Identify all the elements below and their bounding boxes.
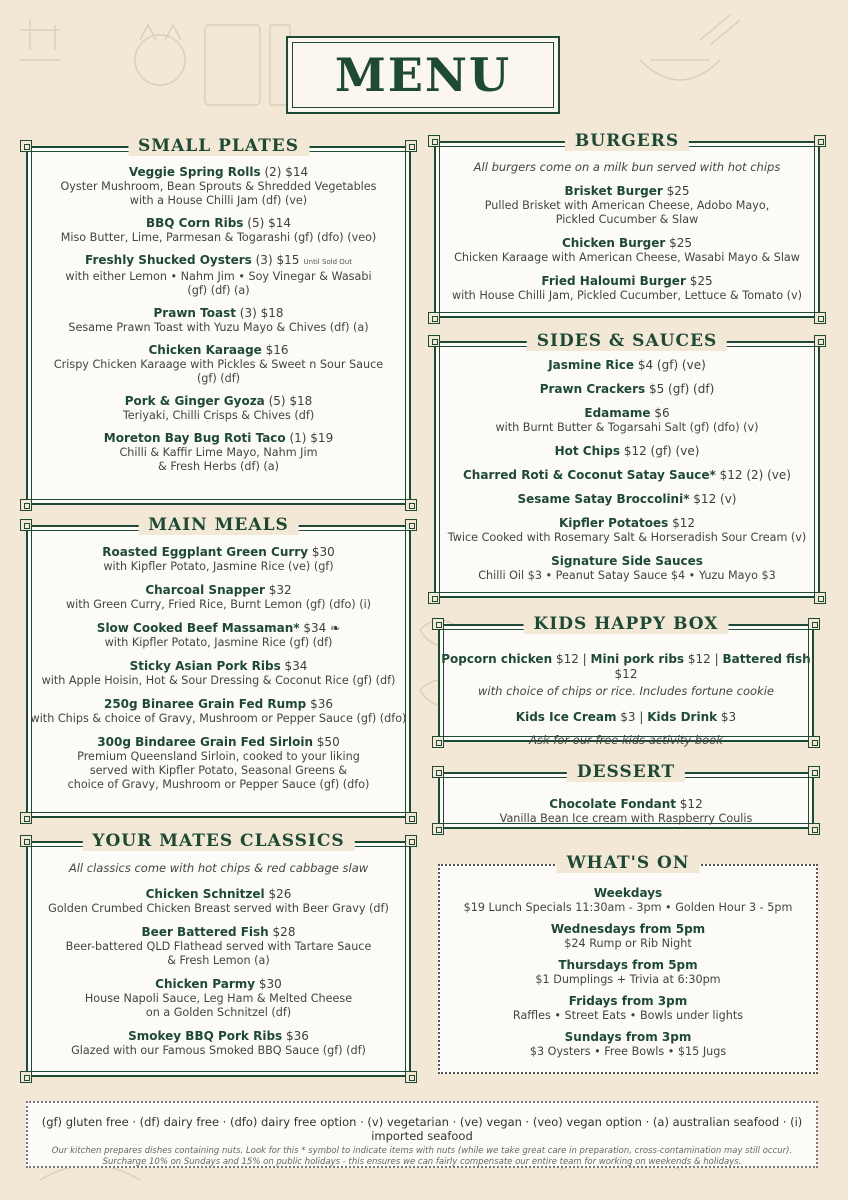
menu-item-price: $36 [306,697,333,711]
menu-item-name: Moreton Bay Bug Roti Taco (1) $19 [103,431,334,445]
menu-item-desc: House Napoli Sauce, Leg Ham & Melted Cheese [84,992,353,1005]
menu-item-name: Sticky Asian Pork Ribs $34 [129,659,308,673]
menu-item-price: $26 [264,887,292,901]
menu-item-name: Freshly Shucked Oysters (3) $15 Until Sold Out [85,253,352,267]
menu-item-name: Veggie Spring Rolls (2) $14 [128,165,309,179]
dietary-legend [26,1101,818,1168]
menu-item-name: Slow Cooked Beef Massaman* $34 ❧ [96,621,341,635]
menu-item-price: $28 [268,925,296,939]
menu-item [28,394,409,423]
menu-item-price: (5) $14 [243,216,291,230]
menu-item-price: $50 [312,735,340,749]
menu-item-name: Chicken Burger $25 [561,236,693,250]
menu-item-price: $4 (gf) (ve) [634,358,706,372]
kids-item-price: $3 | [616,710,648,724]
kids-item-name: Kids Ice Cream [515,710,617,724]
menu-item [28,735,409,792]
menu-item-desc: Chicken Karaage with American Cheese, Wasabi Mayo & Slaw [454,251,800,264]
menu-item-price: $5 (gf) (df) [645,382,715,396]
event-day: Thursdays from 5pm [558,958,698,972]
menu-item-desc: with Chips & choice of Gravy, Mushroom or Pepper Sauce (gf) (dfo) [30,712,407,725]
kids-item-price: $12 | [684,652,723,666]
menu-item-name: Pork & Ginger Gyoza (5) $18 [124,394,313,408]
kids-item-price: $3 [717,710,737,724]
event-desc: $24 Rump or Rib Night [564,937,692,950]
event-item [440,958,816,987]
menu-item [28,697,409,726]
event-item [440,994,816,1023]
menu-item-price: $36 [282,1029,309,1043]
menu-item [28,659,409,688]
small-plates-section [26,136,411,505]
kids-note-2: Ask for our free kids activity book [529,733,723,747]
menu-item-desc: Crispy Chicken Karaage with Pickles & Sweet n Sour Sauce [53,358,384,371]
dessert-item-desc: Vanilla Bean Ice cream with Raspberry Coulis [499,812,753,825]
menu-item-price: $25 [662,184,690,198]
menu-item-price: $12 (2) (ve) [715,468,791,482]
menu-item-desc: with Green Curry, Fried Rice, Burnt Lemon (gf) (dfo) (i) [65,598,372,611]
menu-item-desc: served with Kipfler Potato, Seasonal Greens & [89,764,348,777]
menu-item-desc: Beer-battered QLD Flathead served with Tartare Sauce [65,940,372,953]
menu-item [436,358,818,373]
menu-item [28,431,409,474]
menu-item-price: $34 ❧ [299,621,341,635]
menu-item-desc: with a House Chilli Jam (df) (ve) [129,194,308,207]
menu-item-desc: & Fresh Herbs (df) (a) [158,460,279,473]
event-day: Wednesdays from 5pm [550,922,706,936]
event-day: Sundays from 3pm [564,1030,692,1044]
menu-item [28,621,409,650]
menu-item-price: $6 [650,406,670,420]
menu-item [28,583,409,612]
mates-classics-note: All classics come with hot chips & red cabbage slaw [68,861,369,875]
menu-item-price: $12 (v) [689,492,737,506]
event-day: Weekdays [593,886,663,900]
menu-item-desc: with Apple Hoisin, Hot & Sour Dressing & Coconut Rice (gf) (df) [41,674,396,687]
menu-item-name: Charred Roti & Coconut Satay Sauce* $12 (2) (ve) [463,468,791,482]
menu-item-desc: (gf) (df) (a) [187,284,250,297]
menu-item [28,343,409,386]
kids-section [438,614,814,747]
menu-item-desc: Premium Queensland Sirloin, cooked to your liking [77,750,360,763]
menu-item-name: Brisket Burger $25 [564,184,690,198]
mates-classics-list [28,861,409,1067]
menu-item-name: Smokey BBQ Pork Ribs $36 [128,1029,309,1043]
menu-item [436,406,818,435]
kids-title: KIDS HAPPY BOX [524,614,729,634]
menu-title-box [286,36,560,114]
main-meals-section [26,515,411,818]
kids-item-name: Battered fish [722,652,811,666]
kids-item-price: $12 [614,667,638,681]
dessert-item-name: Chocolate Fondant $12 [549,797,703,811]
menu-item-name: Hot Chips $12 (gf) (ve) [554,444,700,458]
menu-item [436,554,818,583]
kids-item-name: Kids Drink [647,710,718,724]
menu-item-price: $30 [308,545,335,559]
menu-item-desc: Chilli & Kaffir Lime Mayo, Nahm Jim [119,446,318,459]
legend-key: (gf) gluten free · (df) dairy free · (dfo) dairy free option · (v) vegetarian · (ve) vegan · (veo) vegan option · (a) australian seafood · (i) imported seafood [41,1115,803,1143]
event-item [440,922,816,951]
menu-item-price: $30 [255,977,282,991]
event-day: Fridays from 3pm [568,994,688,1008]
menu-item-desc: Oyster Mushroom, Bean Sprouts & Shredded Vegetables [60,180,377,193]
menu-item [436,274,818,303]
whats-on-title: WHAT'S ON [557,853,700,873]
menu-item-name: Sesame Satay Broccolini* $12 (v) [517,492,737,506]
menu-item-name: Prawn Crackers $5 (gf) (df) [539,382,715,396]
menu-item [28,977,409,1020]
menu-item [28,216,409,245]
menu-item-name: Chicken Schnitzel $26 [145,887,292,901]
burgers-note: All burgers come on a milk bun served with hot chips [473,160,781,174]
menu-item-price: $25 [685,274,713,288]
menu-item-desc: Twice Cooked with Rosemary Salt & Horseradish Sour Cream (v) [447,531,807,544]
kids-line-2 [440,710,812,725]
menu-item [28,306,409,335]
menu-item-desc: Glazed with our Famous Smoked BBQ Sauce (gf) (df) [71,1044,366,1057]
menu-item-desc: with Kipfler Potato, Jasmine Rice (gf) (df) [104,636,333,649]
menu-item-price: (3) $15 [251,253,300,267]
kids-list [440,652,812,747]
main-meals-title: MAIN MEALS [138,515,299,535]
menu-item-name: Roasted Eggplant Green Curry $30 [102,545,335,559]
whats-on-list [440,886,816,1066]
burgers-title: BURGERS [565,131,689,151]
menu-item [28,545,409,574]
menu-title: MENU [334,48,512,102]
small-plates-title: SMALL PLATES [128,136,309,156]
kids-line-1 [440,652,812,682]
menu-item-desc: with either Lemon • Nahm Jim • Soy Vinegar & Wasabi [65,270,372,283]
sides-section [434,331,820,598]
menu-item-name: Fried Haloumi Burger $25 [541,274,713,288]
menu-item-desc: choice of Gravy, Mushroom or Pepper Sauce (gf) (dfo) [67,778,370,791]
menu-item-price: $16 [261,343,289,357]
dessert-section [438,762,814,829]
event-desc: Raffles • Street Eats • Bowls under lights [512,1009,744,1022]
menu-item-name: Signature Side Sauces [551,554,703,568]
event-desc: $19 Lunch Specials 11:30am - 3pm • Golden Hour 3 - 5pm [463,901,793,914]
menu-item [436,382,818,397]
menu-item-desc: with Burnt Butter & Togarsahi Salt (gf) (dfo) (v) [495,421,759,434]
menu-item [28,1029,409,1058]
menu-item-desc: on a Golden Schnitzel (df) [145,1006,292,1019]
kids-note-1: with choice of chips or rice. Includes fortune cookie [478,684,774,698]
menu-item-desc: with House Chilli Jam, Pickled Cucumber, Lettuce & Tomato (v) [452,289,802,302]
kids-item-name: Mini pork ribs [590,652,685,666]
menu-item-name: Prawn Toast (3) $18 [153,306,284,320]
menu-item-price: (3) $18 [235,306,284,320]
small-plates-list [28,165,409,482]
menu-item [436,516,818,545]
dessert-list [440,797,812,826]
menu-item-name: Edamame $6 [584,406,670,420]
menu-item-name: 250g Binaree Grain Fed Rump $36 [103,697,333,711]
legend-nuts-note: Our kitchen prepares dishes containing nuts. Look for this * symbol to indicate items with nuts (while we take great care in preparation, cross-contamination may still occur). [51,1146,793,1156]
menu-item-price: $25 [665,236,693,250]
menu-item-desc: Pulled Brisket with American Cheese, Adobo Mayo, [484,199,770,212]
menu-item [436,184,818,227]
menu-item [28,253,409,298]
kids-item-price: $12 | [552,652,591,666]
menu-item-desc: (gf) (df) [196,372,241,385]
menu-item-name: Jasmine Rice $4 (gf) (ve) [548,358,706,372]
event-item [440,886,816,915]
burgers-list [436,160,818,312]
menu-item-desc: Golden Crumbed Chicken Breast served with Beer Gravy (df) [48,902,389,915]
menu-item [436,468,818,483]
menu-item-desc: Teriyaki, Chilli Crisps & Chives (df) [122,409,315,422]
mates-classics-section [26,831,411,1077]
menu-item [28,925,409,968]
menu-item-desc: Chilli Oil $3 • Peanut Satay Sauce $4 • Yuzu Mayo $3 [478,569,776,582]
menu-item [28,887,409,916]
menu-item-name: Chicken Karaage $16 [148,343,289,357]
menu-item-name: Beer Battered Fish $28 [141,925,296,939]
menu-item-price: $12 [668,516,695,530]
menu-item-name: Charcoal Snapper $32 [145,583,292,597]
menu-item-name: BBQ Corn Ribs (5) $14 [146,216,291,230]
menu-item-price: (1) $19 [285,431,334,445]
main-meals-list [28,545,409,801]
menu-item-name: Kipfler Potatoes $12 [559,516,695,530]
legend-surcharge-note: Surcharge 10% on Sundays and 15% on public holidays - this ensures we can fairly compensate our entire team for working on weekends & holidays. [102,1157,742,1167]
menu-item-price: $32 [264,583,292,597]
menu-item-desc: Sesame Prawn Toast with Yuzu Mayo & Chives (df) (a) [68,321,369,334]
menu-item-name: Chicken Parmy $30 [155,977,282,991]
menu-item-name: 300g Bindaree Grain Fed Sirloin $50 [97,735,340,749]
event-desc: $1 Dumplings + Trivia at 6:30pm [535,973,721,986]
menu-item-price: (5) $18 [264,394,313,408]
menu-item [28,165,409,208]
burgers-section [434,131,820,318]
whats-on-section [438,853,818,1074]
menu-item [436,492,818,507]
mates-classics-title: YOUR MATES CLASSICS [82,831,354,851]
sides-title: SIDES & SAUCES [527,331,727,351]
menu-item-price: $12 (gf) (ve) [620,444,700,458]
menu-item-price: (2) $14 [260,165,309,179]
event-desc: $3 Oysters • Free Bowls • $15 Jugs [529,1045,727,1058]
event-item [440,1030,816,1059]
menu-item-desc: Miso Butter, Lime, Parmesan & Togarashi (gf) (dfo) (veo) [60,231,377,244]
menu-item [436,236,818,265]
menu-item-price: $34 [280,659,308,673]
menu-item-desc: with Kipfler Potato, Jasmine Rice (ve) (gf) [103,560,334,573]
menu-item-desc: Pickled Cucumber & Slaw [555,213,699,226]
dessert-title: DESSERT [567,762,685,782]
sides-list [436,358,818,592]
menu-item-note: Until Sold Out [303,258,352,266]
menu-item [436,444,818,459]
menu-item-desc: & Fresh Lemon (a) [167,954,270,967]
kids-item-name: Popcorn chicken [441,652,553,666]
